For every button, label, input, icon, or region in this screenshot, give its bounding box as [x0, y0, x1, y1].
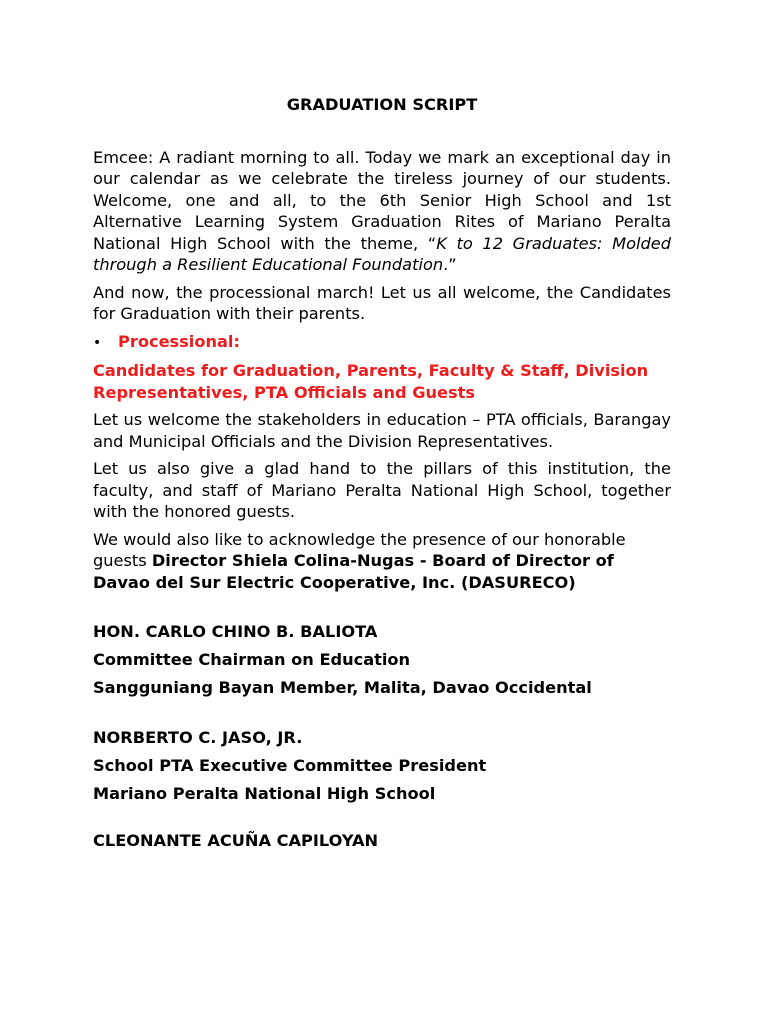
guest-name: NORBERTO C. JASO, JR. — [93, 727, 303, 747]
stakeholders-paragraph: Let us welcome the stakeholders in education – PTA officials, Barangay and Municipal Officials and the Division Representatives. — [93, 410, 671, 451]
intro-lead: Emcee: A radiant morning to all. Today we mark an exceptional day in our calendar as we celebrate the tireless journey of our students. Welcome, one and all, to the 6th Senior High School and 1st Alternative Learning System Graduation Rites of Mariano Peralta National High School with the theme, “ — [93, 147, 671, 253]
intro-tail: .” — [443, 255, 457, 274]
guest-block-jaso — [93, 727, 671, 805]
theme-text: K to 12 Graduates: Molded through a Resilient Educational Foundation — [93, 233, 671, 274]
guest-name: HON. CARLO CHINO B. BALIOTA — [93, 622, 378, 641]
guest-position: Committee Chairman on Education — [93, 650, 411, 669]
guest-affiliation: Mariano Peralta National High School — [93, 783, 436, 803]
document-title: GRADUATION SCRIPT — [286, 95, 478, 114]
acknowledge-paragraph — [93, 529, 671, 594]
processional-participants: Candidates for Graduation, Parents, Faculty & Staff, Division Representatives, PTA Officials and Guests — [93, 361, 649, 402]
processional-intro-paragraph: And now, the processional march! Let us all welcome, the Candidates for Graduation with their parents. — [93, 282, 671, 323]
guest-position: School PTA Executive Committee President — [93, 755, 487, 775]
processional-label: Processional: — [118, 331, 240, 351]
guest-block-baliota — [93, 621, 671, 699]
acknowledge-guest: Director Shiela Colina-Nugas - Board of Director of Davao del Sur Electric Cooperative, Inc. (DASURECO) — [93, 551, 614, 592]
document-page — [93, 94, 671, 858]
guest-affiliation: Sangguniang Bayan Member, Malita, Davao Occidental — [93, 678, 592, 697]
pillars-paragraph: Let us also give a glad hand to the pillars of this institution, the faculty, and staff of Mariano Peralta National High School, together with the honored guests. — [93, 459, 671, 521]
intro-paragraph — [93, 147, 671, 276]
guest-block-capiloyan — [93, 830, 671, 852]
guest-name: CLEONANTE ACUÑA CAPILOYAN — [93, 831, 379, 850]
processional-bullet-item — [93, 331, 671, 355]
bullet-icon: • — [93, 334, 102, 351]
acknowledge-lead: We would also like to acknowledge the presence of our honorable guests — [93, 529, 626, 570]
